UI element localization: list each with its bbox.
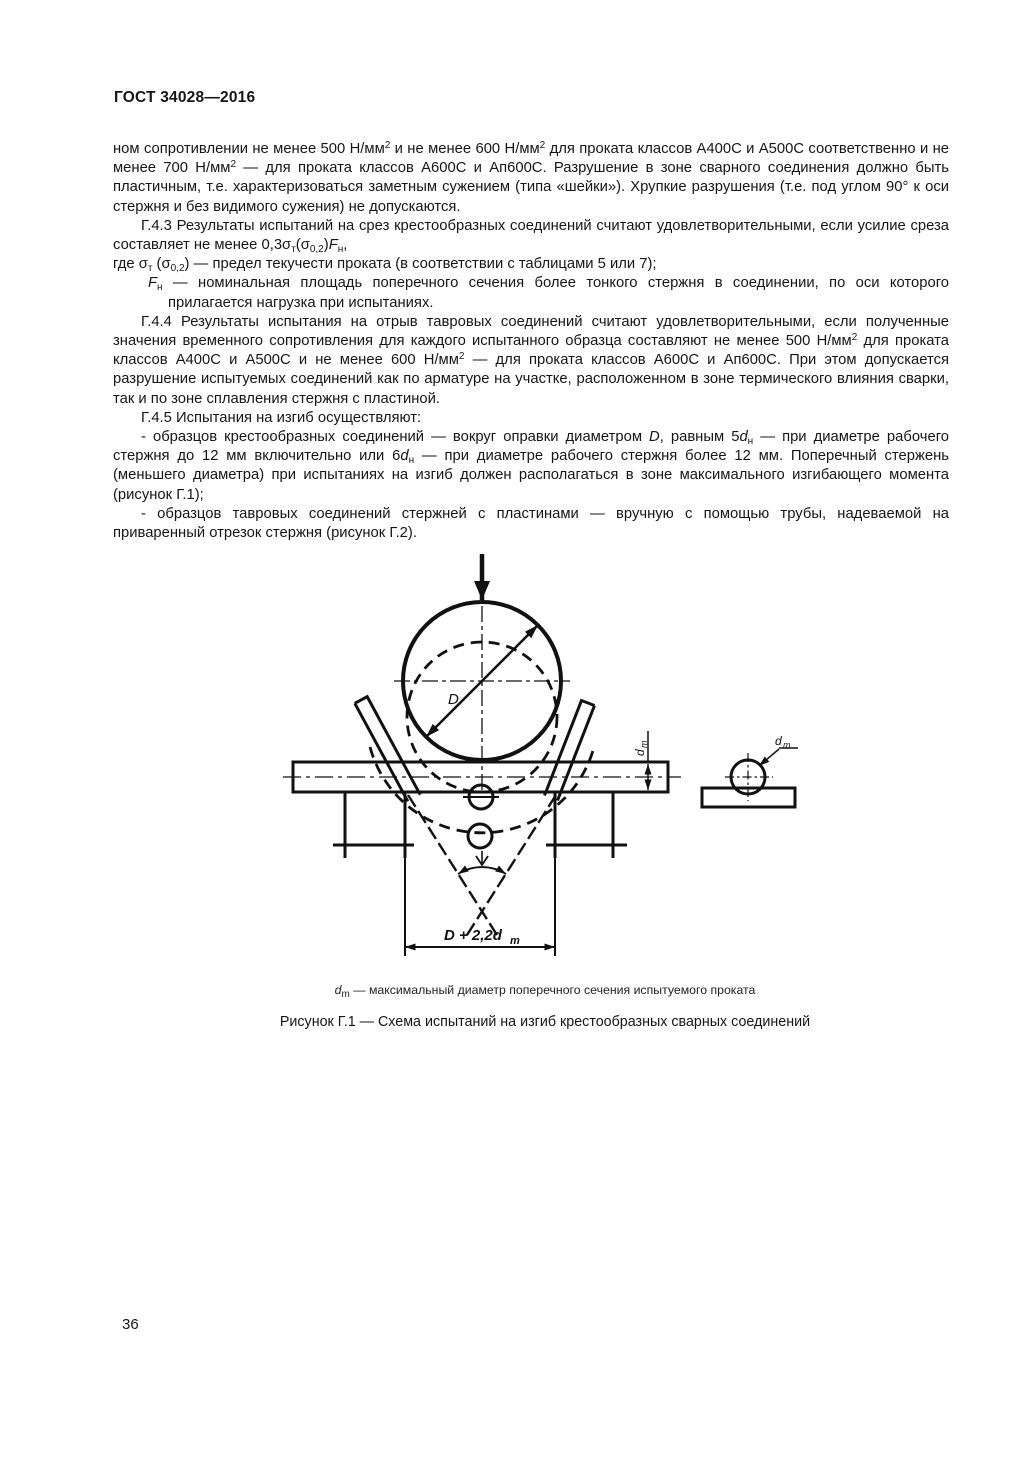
transverse-rod-final bbox=[468, 824, 492, 848]
caption-symbol-text: — максимальный диаметр поперечного сечения испытуемого проката bbox=[353, 983, 756, 997]
figure-symbol-caption bbox=[115, 983, 975, 1000]
caption-symbol-sub: m bbox=[341, 989, 350, 1000]
bend-angle-mark bbox=[458, 851, 506, 874]
bend-test-scheme bbox=[270, 540, 810, 970]
span-dimension-label: D + 2,2d bbox=[444, 927, 502, 944]
centerlines bbox=[283, 606, 681, 793]
paragraph-cross-bend: - образцов крестообразных соединений — вокруг оправки диаметром D, равным $5d_н$ — при диаметре рабочего стержня до 12 мм включительно или $6d_н$ — при диаметре рабочего стержня более 12 мм. Поперечный стержень (меньшего диаметра) при испытаниях на изгиб должен располагаться в зоне максимального изгибающего момента (рисунок Г.1); bbox=[113, 429, 949, 503]
bar-thickness-label-sub: m bbox=[639, 740, 649, 748]
figure-caption: Рисунок Г.1 — Схема испытаний на изгиб крестообразных сварных соединений bbox=[279, 1014, 811, 1030]
paragraph-g43: Г.4.3 Результаты испытаний на срез крестообразных соединений считают удовлетворительными, если усилие среза составляет не менее $0,3\sigma_т(\sigma_{0,2})F_н$, bbox=[113, 217, 949, 256]
paragraph-tee-bend: - образцов тавровых соединений стержней с пластинами — вручную с помощью трубы, надеваемой на приваренный отрезок стержня (рисунок Г.2). bbox=[113, 505, 949, 542]
paragraph-g44: Г.4.4 Результаты испытания на отрыв тавровых соединений считают удовлетворительными, если полученные значения временного сопротивления для каждого испытанного образца составляют не менее 500 $Н/мм^2$ для проката классов А400С и А500С и не менее 600 $Н/мм^2$ — для проката классов А600С и Ап600С. При этом допускается разрушение испытуемых соединений как по арматуре на участке, расположенном в зоне термического влияния сварки, так и по зоне сплавления стержня с пластиной. bbox=[113, 313, 950, 407]
paragraph-continuation: ном сопротивлении не менее 500 $Н/мм^2$ и не менее 600 $Н/мм^2$ для проката классов А400С и А500С соответственно и не менее 700 $Н/мм^2$ — для проката классов А600С и Ап600С. Разрушение в зоне сварного соединения должно быть пластичным, т.е. характеризоваться заметным сужением (типа «шейки»). Хрупкие разрушения (т.е. под углом 90° к оси стержня и без видимого сужения) не допускаются. bbox=[113, 140, 949, 215]
paragraph-fn-definition: $F_н$ — номинальная площадь поперечного сечения более тонкого стержня в соединении, по оси которого прилагается нагрузка при испытаниях. bbox=[148, 275, 949, 311]
side-view-detail bbox=[702, 734, 798, 807]
span-dimension-label-sub: m bbox=[510, 935, 520, 947]
body-text bbox=[113, 140, 949, 543]
detail-leader-line bbox=[759, 749, 779, 766]
detail-dm-label: d bbox=[775, 734, 782, 748]
support-right bbox=[546, 792, 627, 858]
figure-g1-diagram bbox=[270, 540, 810, 970]
transverse-rod-initial bbox=[463, 785, 499, 809]
page-number: 36 bbox=[122, 1316, 139, 1333]
paragraph-g45: Г.4.5 Испытания на изгиб осуществляют: bbox=[141, 409, 422, 426]
paragraph-where-sigma: где $\sigma_т$ $(\sigma_{0,2})$ — предел текучести проката (в соответствии с таблицами 5 или 7); bbox=[113, 256, 657, 275]
detail-dm-label-sub: m bbox=[783, 740, 791, 750]
caption-symbol: d bbox=[334, 983, 342, 997]
bar-thickness-label: d bbox=[633, 749, 647, 756]
standard-number-header: ГОСТ 34028—2016 bbox=[114, 89, 256, 106]
mandrel-diameter-label: D bbox=[448, 691, 459, 708]
